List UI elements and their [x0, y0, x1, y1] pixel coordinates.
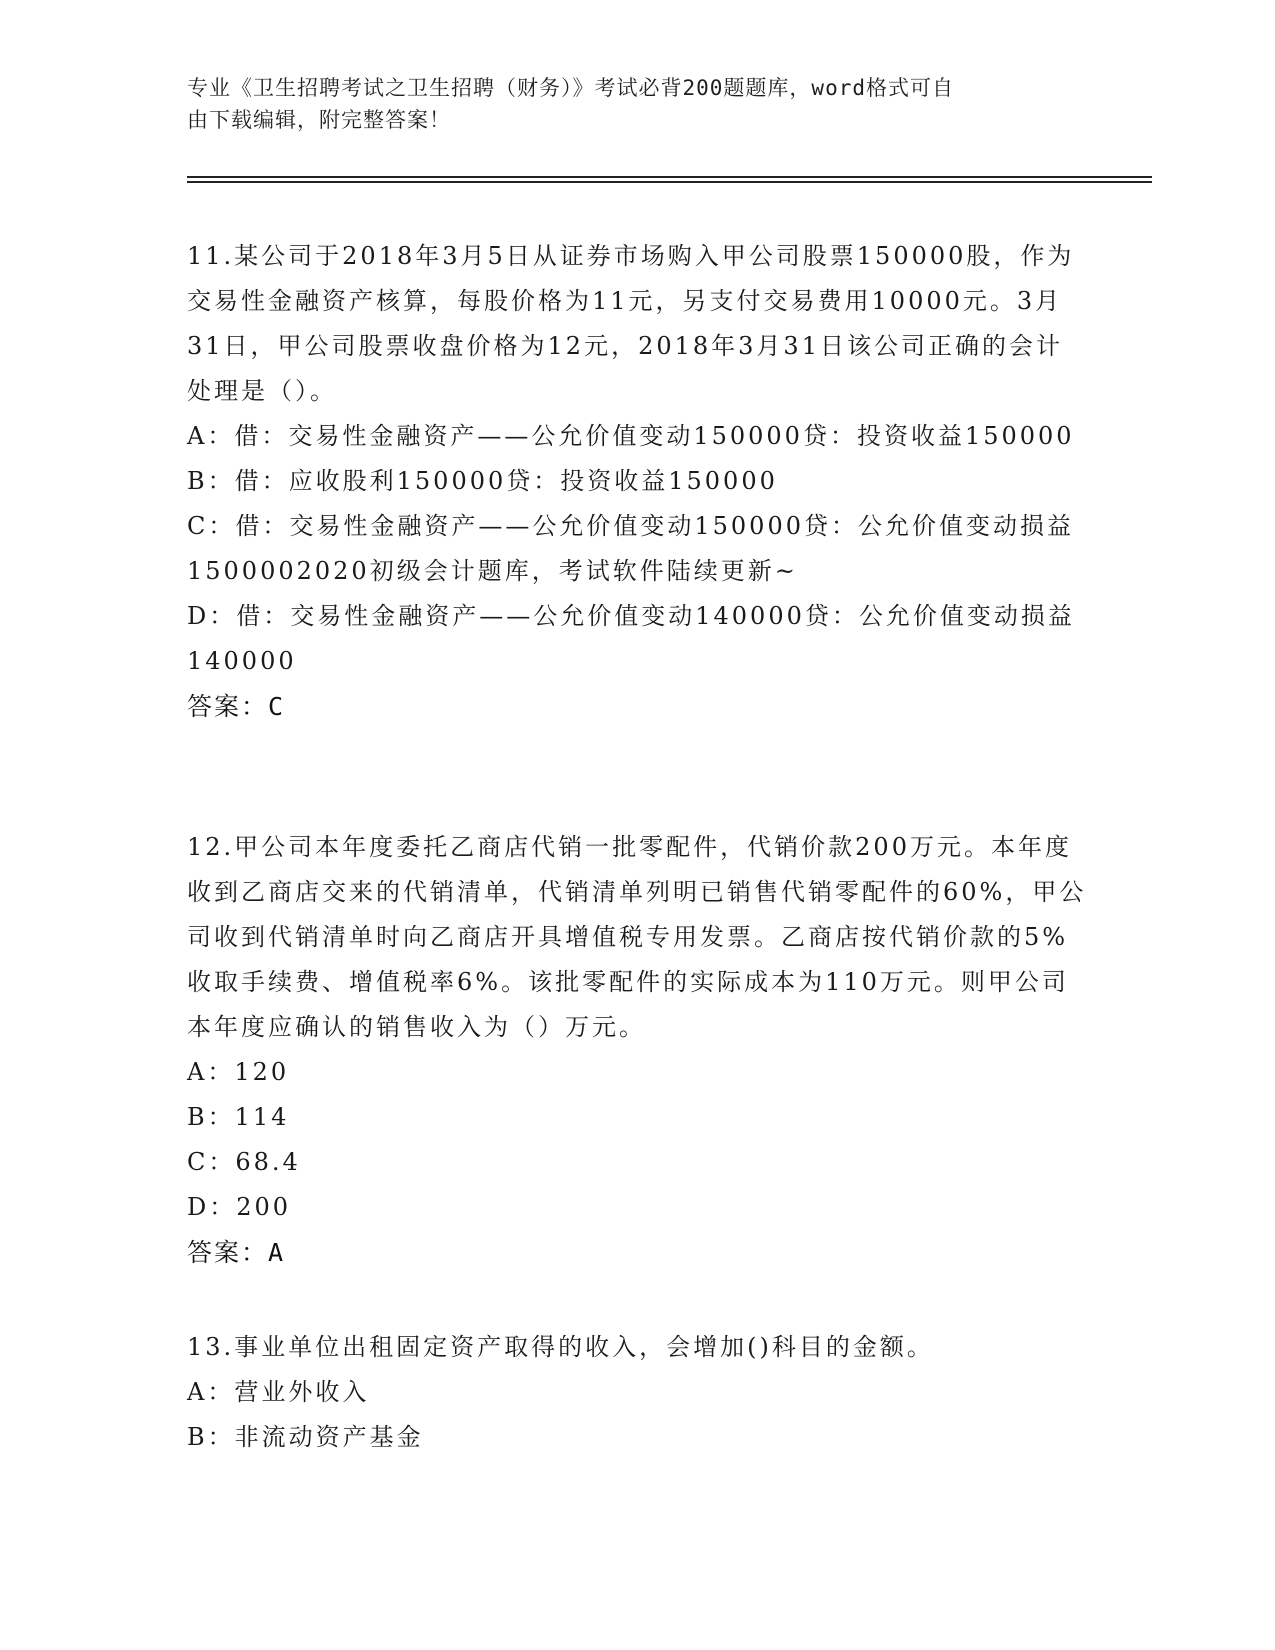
question-12 — [187, 825, 1087, 1275]
question-stem: 13.事业单位出租固定资产取得的收入，会增加()科目的金额。 — [187, 1333, 934, 1361]
option-c: C：68.4 — [187, 1148, 301, 1176]
question-stem: 11.某公司于2018年3月5日从证券市场购入甲公司股票150000股，作为交易性金融资产核算，每股价格为11元，另支付交易费用10000元。3月31日，甲公司股票收盘价格为12元，2018年3月31日该公司正确的会计处理是（）。 — [187, 242, 1075, 405]
question-11 — [187, 234, 1087, 729]
header-line-2: 由下载编辑，附完整答案！ — [187, 108, 451, 132]
question-stem: 12.甲公司本年度委托乙商店代销一批零配件，代销价款200万元。本年度收到乙商店交来的代销清单，代销清单列明已销售代销零配件的60%，甲公司收到代销清单时向乙商店开具增值税专用发票。乙商店按代销价款的5%收取手续费、增值税率6%。该批零配件的实际成本为110万元。则甲公司本年度应确认的销售收入为（）万元。 — [187, 833, 1087, 1041]
header-line-1: 专业《卫生招聘考试之卫生招聘（财务）》考试必背200题题库，word格式可自 — [187, 76, 954, 100]
question-13 — [187, 1325, 1087, 1460]
option-d: D：借：交易性金融资产——公允价值变动140000贷：公允价值变动损益140000 — [187, 602, 1075, 675]
header-divider-bottom — [187, 181, 1152, 183]
option-b: B：114 — [187, 1103, 290, 1131]
option-a: A：借：交易性金融资产——公允价值变动150000贷：投资收益150000 — [187, 422, 1075, 450]
option-c: C：借：交易性金融资产——公允价值变动150000贷：公允价值变动损益1500002020初级会计题库，考试软件陆续更新~ — [187, 512, 1074, 585]
option-b: B：非流动资产基金 — [187, 1423, 424, 1451]
document-header — [187, 72, 1067, 136]
answer-line: 答案：C — [187, 692, 286, 721]
option-b: B：借：应收股利150000贷：投资收益150000 — [187, 467, 778, 495]
option-a: A：120 — [187, 1058, 290, 1086]
header-divider-top — [187, 176, 1152, 178]
option-a: A：营业外收入 — [187, 1378, 370, 1406]
answer-line: 答案：A — [187, 1238, 286, 1267]
option-d: D：200 — [187, 1193, 292, 1221]
